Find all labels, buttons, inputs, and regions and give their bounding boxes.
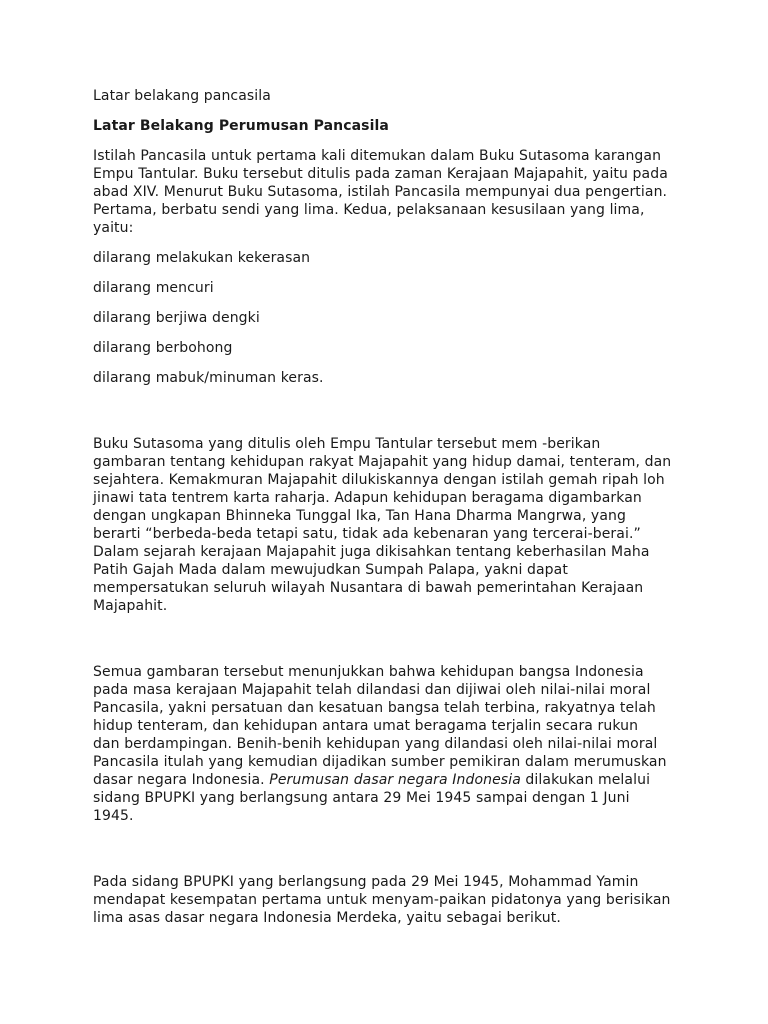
paragraph-1 (93, 147, 683, 237)
document-page (93, 87, 683, 939)
line-segment: dilakukan melalui (520, 772, 651, 788)
paragraph-line: abad XIV. Menurut Buku Sutasoma, istilah Pancasila mempunyai dua pengertian. (93, 184, 668, 200)
paragraph-line: Patih Gajah Mada dalam mewujudkan Sumpah Palapa, yakni dapat (93, 562, 568, 578)
section-heading (93, 117, 683, 135)
paragraph-4 (93, 873, 683, 927)
paragraph-line: dengan ungkapan Bhinneka Tunggal Ika, Tan Hana Dharma Mangrwa, yang (93, 508, 626, 524)
list-item-text: dilarang melakukan kekerasan (93, 250, 311, 266)
paragraph-line: mendapat kesempatan pertama untuk menyam-paikan pidatonya yang berisikan (93, 892, 671, 908)
paragraph-line: sidang BPUPKI yang berlangsung antara 29 Mei 1945 sampai dengan 1 Juni (93, 790, 630, 806)
paragraph-line: Pada sidang BPUPKI yang berlangsung pada 29 Mei 1945, Mohammad Yamin (93, 874, 639, 890)
list-item-text: dilarang berjiwa dengki (93, 310, 260, 326)
prohibition-list (93, 249, 683, 387)
blank-spacer (93, 627, 683, 663)
blank-spacer (93, 399, 683, 435)
paragraph-line: dan berdampingan. Benih-benih kehidupan yang dilandasi oleh nilai-nilai moral (93, 736, 658, 752)
document-title (93, 87, 683, 105)
list-item-text: dilarang mencuri (93, 280, 214, 296)
paragraph-line-mixed (93, 771, 683, 789)
paragraph-line: hidup tenteram, dan kehidupan antara umat beragama terjalin secara rukun (93, 718, 639, 734)
paragraph-line: berarti “berbeda-beda tetapi satu, tidak ada kebenaran yang tercerai-berai.” (93, 526, 641, 542)
blank-spacer (93, 837, 683, 873)
paragraph-line: mempersatukan seluruh wilayah Nusantara di bawah pemerintahan Kerajaan (93, 580, 644, 596)
line-segment: dasar negara Indonesia. (93, 772, 270, 788)
list-item (93, 279, 683, 297)
paragraph-line: Pancasila, yakni persatuan dan kesatuan bangsa telah terbina, rakyatnya telah (93, 700, 656, 716)
paragraph-line: sejahtera. Kemakmuran Majapahit dilukiskannya dengan istilah gemah ripah loh (93, 472, 665, 488)
paragraph-3 (93, 663, 683, 825)
paragraph-line: Empu Tantular. Buku tersebut ditulis pada zaman Kerajaan Majapahit, yaitu pada (93, 166, 668, 182)
list-item (93, 249, 683, 267)
paragraph-line: Pertama, berbatu sendi yang lima. Kedua, pelaksanaan kesusilaan yang lima, (93, 202, 645, 218)
list-item (93, 339, 683, 357)
paragraph-line: yaitu: (93, 220, 134, 236)
paragraph-line: jinawi tata tentrem karta raharja. Adapun kehidupan beragama digambarkan (93, 490, 642, 506)
paragraph-line: Istilah Pancasila untuk pertama kali ditemukan dalam Buku Sutasoma karangan (93, 148, 662, 164)
paragraph-line: gambaran tentang kehidupan rakyat Majapahit yang hidup damai, tenteram, dan (93, 454, 672, 470)
title-text: Latar belakang pancasila (93, 88, 271, 104)
paragraph-line: Buku Sutasoma yang ditulis oleh Empu Tantular tersebut mem -berikan (93, 436, 601, 452)
list-item (93, 369, 683, 387)
paragraph-line: lima asas dasar negara Indonesia Merdeka, yaitu sebagai berikut. (93, 910, 561, 926)
heading-text: Latar Belakang Perumusan Pancasila (93, 118, 389, 134)
paragraph-line: Semua gambaran tersebut menunjukkan bahwa kehidupan bangsa Indonesia (93, 664, 644, 680)
paragraph-2 (93, 435, 683, 615)
list-item-text: dilarang mabuk/minuman keras. (93, 370, 324, 386)
paragraph-line: 1945. (93, 808, 134, 824)
paragraph-line: Dalam sejarah kerajaan Majapahit juga dikisahkan tentang keberhasilan Maha (93, 544, 650, 560)
list-item (93, 309, 683, 327)
italic-phrase: Perumusan dasar negara Indonesia (269, 772, 521, 788)
list-item-text: dilarang berbohong (93, 340, 233, 356)
paragraph-line: Pancasila itulah yang kemudian dijadikan sumber pemikiran dalam merumuskan (93, 754, 667, 770)
paragraph-line: Majapahit. (93, 598, 168, 614)
paragraph-line: pada masa kerajaan Majapahit telah dilandasi dan dijiwai oleh nilai-nilai moral (93, 682, 651, 698)
